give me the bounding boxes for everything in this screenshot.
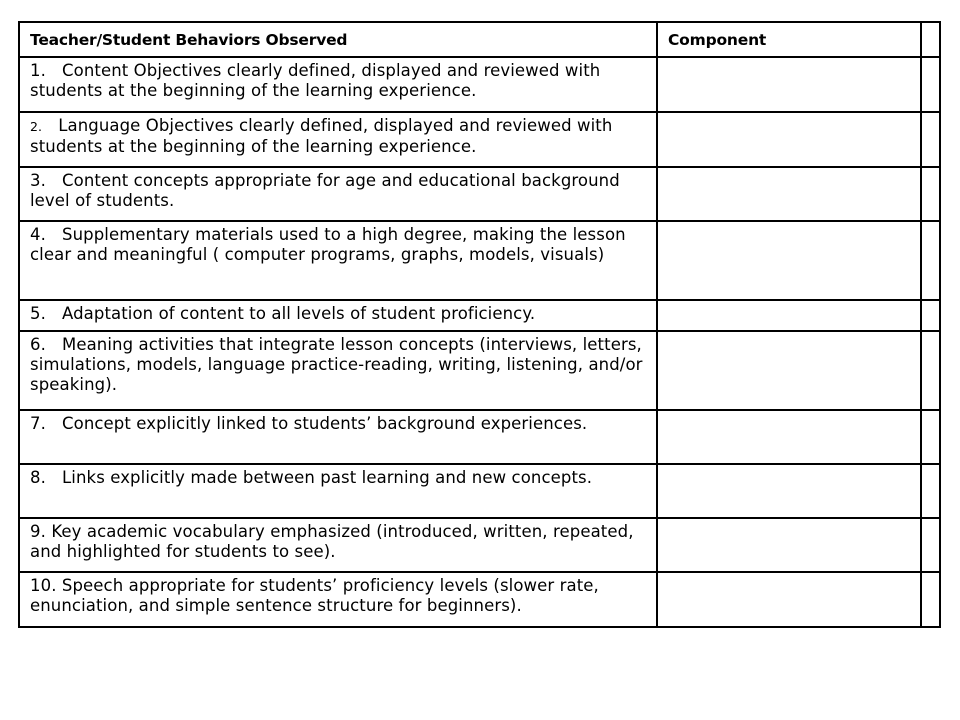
table-row (19, 300, 940, 331)
table-row (19, 518, 940, 572)
component-cell (657, 167, 921, 221)
behavior-text: Content Objectives clearly defined, displayed and reviewed with students at the beginning of the learning experience. (30, 61, 601, 100)
behavior-cell (19, 112, 657, 167)
behavior-cell (19, 410, 657, 464)
table-row (19, 57, 940, 112)
blank-cell (921, 221, 940, 300)
table-row (19, 331, 940, 410)
table-row (19, 112, 940, 167)
row-number: 6. (30, 335, 46, 354)
table-row (19, 464, 940, 518)
behavior-text: Content concepts appropriate for age and educational background level of students. (30, 171, 620, 210)
row-number: 4. (30, 225, 46, 244)
behavior-cell (19, 221, 657, 300)
blank-cell (921, 300, 940, 331)
blank-cell (921, 572, 940, 627)
blank-cell (921, 57, 940, 112)
behavior-text: Concept explicitly linked to students’ background experiences. (62, 414, 588, 433)
behavior-cell (19, 331, 657, 410)
blank-cell (921, 518, 940, 572)
behavior-text: Adaptation of content to all levels of student proficiency. (62, 304, 536, 323)
component-cell (657, 300, 921, 331)
blank-cell (921, 331, 940, 410)
behavior-text: Language Objectives clearly defined, displayed and reviewed with students at the beginning of the learning experience. (30, 116, 613, 156)
blank-cell (921, 410, 940, 464)
behavior-text: Meaning activities that integrate lesson concepts (interviews, letters, simulations, models, language practice-reading, writing, listening, and/or speaking). (30, 335, 643, 394)
observation-table (18, 21, 941, 628)
header-component: Component (657, 22, 921, 57)
blank-cell (921, 464, 940, 518)
behavior-cell (19, 464, 657, 518)
row-number: 3. (30, 171, 46, 190)
component-cell (657, 464, 921, 518)
row-number: 8. (30, 468, 46, 487)
blank-cell (921, 112, 940, 167)
header-blank-cell (921, 22, 940, 57)
component-cell (657, 410, 921, 464)
header-behaviors: Teacher/Student Behaviors Observed (19, 22, 657, 57)
row-number: 1. (30, 61, 46, 80)
behavior-text: Links explicitly made between past learning and new concepts. (62, 468, 593, 487)
row-number: 2. (30, 119, 43, 134)
row-number: 7. (30, 414, 46, 433)
behavior-cell (19, 518, 657, 572)
table-row (19, 221, 940, 300)
component-cell (657, 221, 921, 300)
component-cell (657, 112, 921, 167)
table-header-row (19, 22, 940, 57)
component-cell (657, 572, 921, 627)
row-number: 10. (30, 576, 57, 595)
component-cell (657, 518, 921, 572)
behavior-cell (19, 167, 657, 221)
behavior-cell (19, 572, 657, 627)
behavior-text: Speech appropriate for students’ proficiency levels (slower rate, enunciation, and simple sentence structure for beginners). (30, 576, 599, 615)
behavior-text: Supplementary materials used to a high degree, making the lesson clear and meaningful ( computer programs, graphs, models, visuals) (30, 225, 626, 264)
behavior-text: Key academic vocabulary emphasized (introduced, written, repeated, and highlighted for students to see). (30, 522, 634, 561)
component-cell (657, 57, 921, 112)
component-cell (657, 331, 921, 410)
row-number: 5. (30, 304, 46, 323)
behavior-cell (19, 300, 657, 331)
behavior-cell (19, 57, 657, 112)
table-row (19, 167, 940, 221)
table-row (19, 572, 940, 627)
table-row (19, 410, 940, 464)
blank-cell (921, 167, 940, 221)
row-number: 9. (30, 522, 46, 541)
